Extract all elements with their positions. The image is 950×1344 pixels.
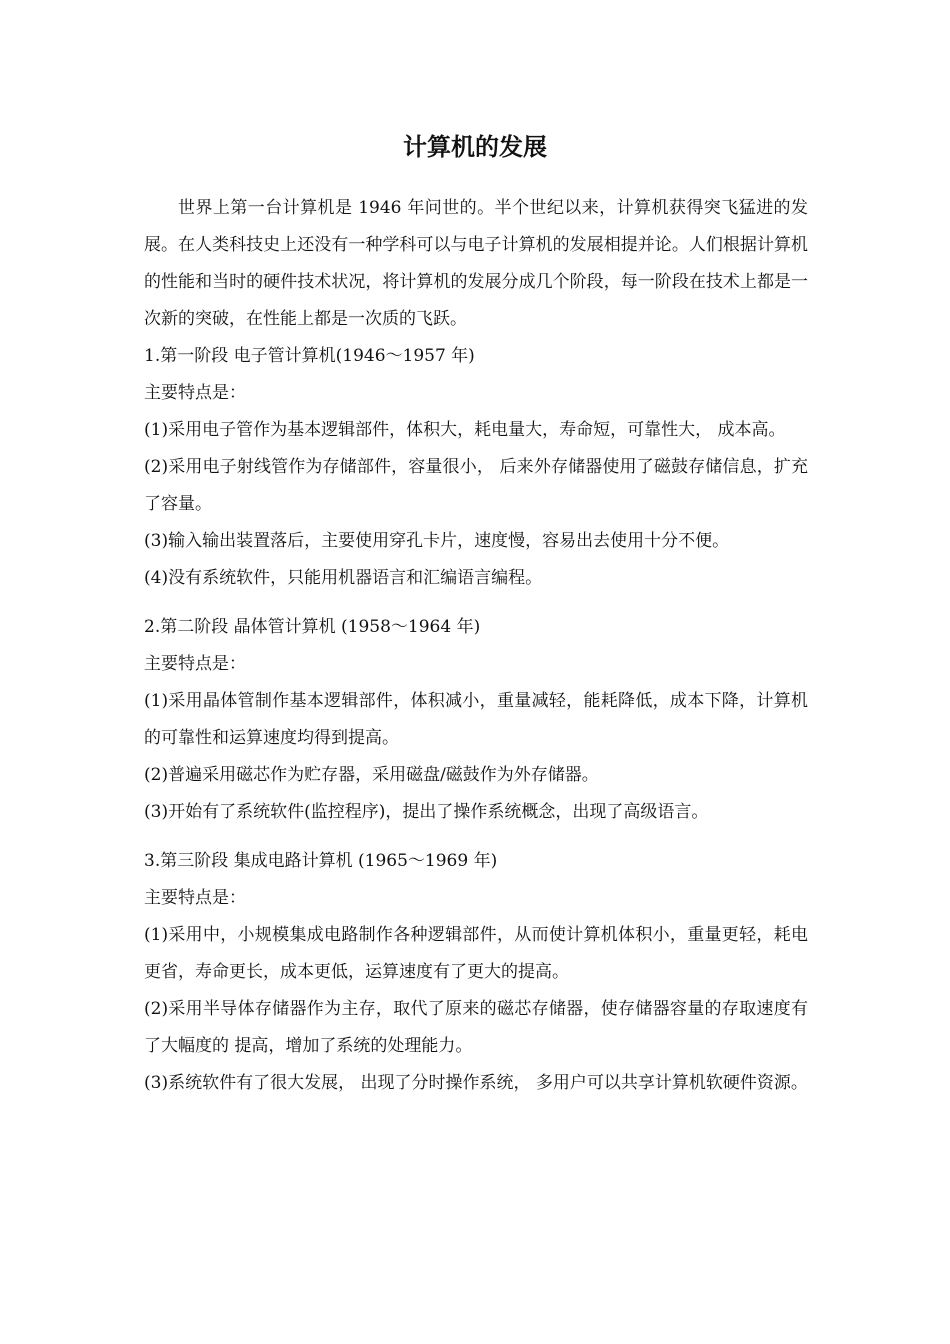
list-item: (4)没有系统软件，只能用机器语言和汇编语言编程。 (144, 568, 543, 588)
list-item: (3)开始有了系统软件(监控程序)，提出了操作系统概念，出现了高级语言。 (144, 802, 709, 822)
list-item: (3)输入输出装置落后，主要使用穿孔卡片，速度慢，容易出去使用十分不便。 (144, 531, 730, 551)
section-subheading: 主要特点是： (144, 888, 246, 908)
section-heading: 2.第二阶段 晶体管计算机 (1958～1964 年) (144, 617, 481, 637)
intro-paragraph: 世界上第一台计算机是 1946 年问世的。半个世纪以来，计算机获得突飞猛进的发展。在人类科技史上还没有一种学科可以与电子计算机的发展相提并论。人们根据计算机的性能和当时的硬件技术状况，将计算机的发展分成几个阶段，每一阶段在技术上都是一次新的突破，在性能上都是一次质的飞跃。 (144, 198, 808, 329)
list-item: (2)普遍采用磁芯作为贮存器，采用磁盘/磁鼓作为外存储器。 (144, 765, 599, 785)
section-3 (144, 843, 808, 1102)
document-body (144, 190, 808, 1102)
list-item: (2)采用半导体存储器作为主存，取代了原来的磁芯存储器，使存储器容量的存取速度有了大幅度的 提高，增加了系统的处理能力。 (144, 999, 808, 1056)
section-2 (144, 609, 808, 831)
section-heading: 1.第一阶段 电子管计算机(1946～1957 年) (144, 346, 475, 366)
list-item: (1)采用中，小规模集成电路制作各种逻辑部件，从而使计算机体积小，重量更轻，耗电更省，寿命更长，成本更低，运算速度有了更大的提高。 (144, 925, 808, 982)
section-spacer (144, 597, 808, 609)
list-item: (1)采用晶体管制作基本逻辑部件，体积减小，重量减轻，能耗降低，成本下降，计算机的可靠性和运算速度均得到提高。 (144, 691, 808, 748)
section-subheading: 主要特点是： (144, 654, 246, 674)
section-heading: 3.第三阶段 集成电路计算机 (1965～1969 年) (144, 851, 498, 871)
list-item: (1)采用电子管作为基本逻辑部件，体积大，耗电量大，寿命短，可靠性大， 成本高。 (144, 420, 786, 440)
document-title: 计算机的发展 (403, 133, 547, 161)
list-item: (3)系统软件有了很大发展， 出现了分时操作系统， 多用户可以共享计算机软硬件资源。 (144, 1073, 808, 1093)
section-spacer (144, 831, 808, 843)
list-item: (2)采用电子射线管作为存储部件，容量很小， 后来外存储器使用了磁鼓存储信息，扩充了容量。 (144, 457, 808, 514)
section-1 (144, 338, 808, 597)
section-subheading: 主要特点是： (144, 383, 246, 403)
